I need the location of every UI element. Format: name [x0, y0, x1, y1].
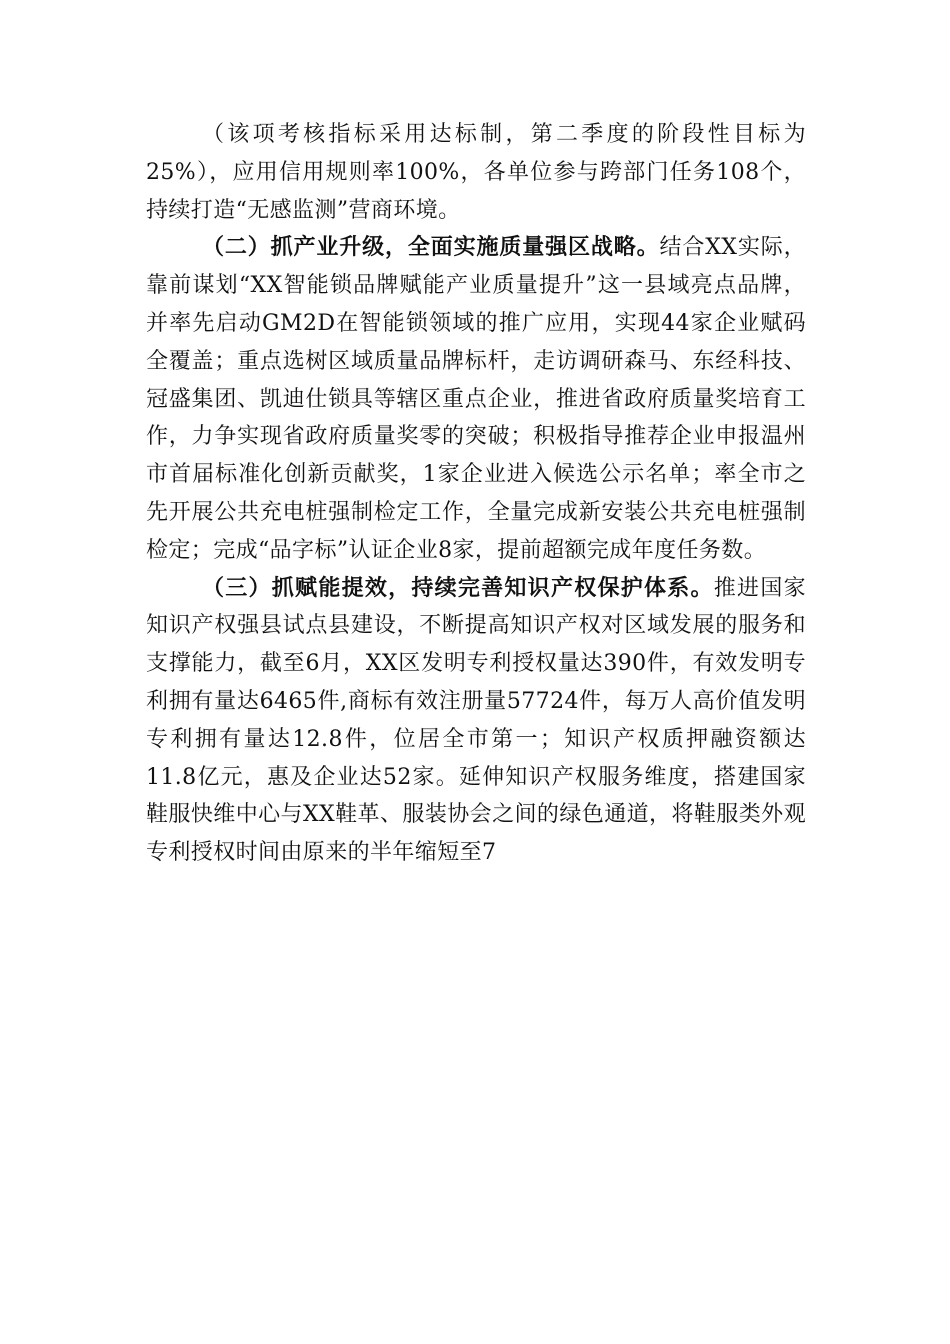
paragraph-3-text: 推进国家知识产权强县试点县建设，不断提高知识产权对区域发展的服务和支撑能力，截至6月，XX区发明专利授权量达390件，有效发明专利拥有量达6465件,商标有效注册量57724件，每万人高价值发明专利拥有量达12.8件，位居全市第一；知识产权质押融资额达11.8亿元，惠及企业达52家。延伸知识产权服务维度，搭建国家鞋服快维中心与XX鞋革、服装协会之间的绿色通道，将鞋服类外观专利授权时间由原来的半年缩短至7 [146, 575, 806, 866]
paragraph-2-text: 结合XX实际，靠前谋划“XX智能锁品牌赋能产业质量提升”这一县域亮点品牌，并率先启动GM2D在智能锁领域的推广应用，实现44家企业赋码全覆盖；重点选树区域质量品牌标杆，走访调研森马、东经科技、冠盛集团、凯迪仕锁具等辖区重点企业，推进省政府质量奖培育工作，力争实现省政府质量奖零的突破；积极指导推荐企业申报温州市首届标准化创新贡献奖，1家企业进入候选公示名单；率全市之先开展公共充电桩强制检定工作，全量完成新安装公共充电桩强制检定；完成“品字标”认证企业8家，提前超额完成年度任务数。 [146, 235, 806, 563]
paragraph-2-heading: （二）抓产业升级，全面实施质量强区战略。 [202, 234, 660, 261]
paragraph-1 [146, 116, 806, 229]
paragraph-2 [146, 229, 806, 569]
paragraph-3-heading: （三）抓赋能提效，持续完善知识产权保护体系。 [202, 574, 714, 601]
paragraph-3 [146, 570, 806, 872]
paragraph-1-text: （该项考核指标采用达标制，第二季度的阶段性目标为25%），应用信用规则率100%，各单位参与跨部门任务108个，持续打造“无感监测”营商环境。 [146, 122, 806, 223]
document-body [146, 116, 806, 872]
